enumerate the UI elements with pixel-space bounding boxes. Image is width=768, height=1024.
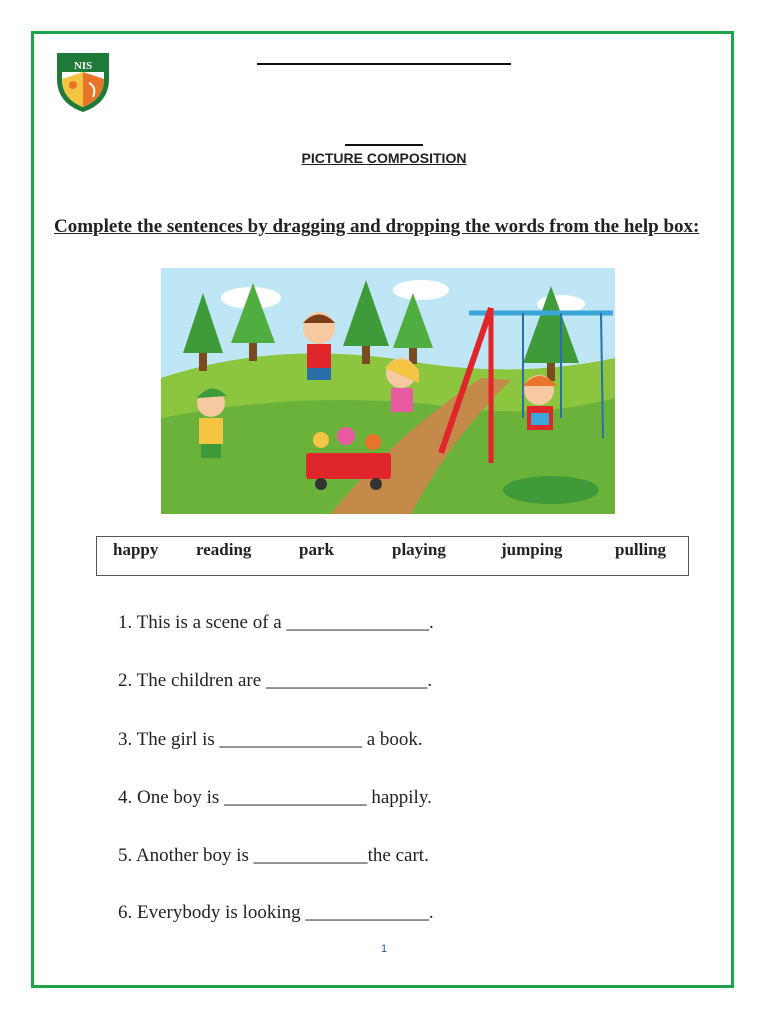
sentence-4[interactable]: 4. One boy is _______________ happily. (118, 787, 432, 808)
svg-text:NIS: NIS (73, 60, 93, 72)
sentence-5[interactable]: 5. Another boy is ____________the cart. (118, 845, 429, 866)
sentence-3[interactable]: 3. The girl is _______________ a book. (118, 729, 423, 750)
help-word-jumping[interactable]: jumping (501, 540, 563, 559)
page-title: PICTURE COMPOSITION (301, 150, 467, 166)
help-word-reading[interactable]: reading (196, 540, 252, 559)
help-box (96, 536, 689, 576)
school-logo (51, 49, 115, 115)
help-word-playing[interactable]: playing (392, 540, 446, 559)
sentence-1[interactable]: 1. This is a scene of a _______________. (118, 612, 434, 633)
help-word-park[interactable]: park (299, 540, 334, 559)
sentence-2[interactable]: 2. The children are _________________. (118, 670, 433, 691)
sentence-6[interactable]: 6. Everybody is looking _____________. (118, 902, 434, 923)
park-illustration (161, 268, 615, 514)
instruction-text: Complete the sentences by dragging and dropping the words from the help box: (54, 216, 700, 237)
date-line (345, 144, 423, 146)
help-word-pulling[interactable]: pulling (615, 540, 667, 559)
help-word-happy[interactable]: happy (113, 540, 159, 559)
name-line (257, 63, 511, 65)
page-number: 1 (380, 943, 388, 955)
